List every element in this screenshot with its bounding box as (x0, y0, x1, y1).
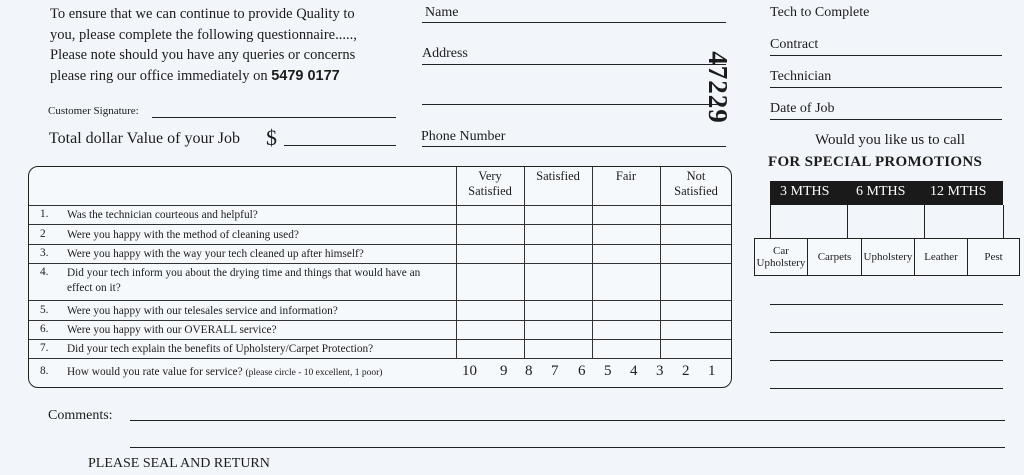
address-label: Address (422, 46, 468, 61)
months-checkbox[interactable] (848, 205, 925, 238)
address-line-2[interactable] (422, 104, 726, 105)
rating-option[interactable]: 10 (462, 363, 477, 379)
question-text: Were you happy with our OVERALL service? (67, 324, 277, 336)
rating-option[interactable]: 1 (708, 363, 716, 379)
header-not-satisfied (661, 169, 731, 199)
comments-label: Comments: (48, 408, 113, 423)
office-phone: 5479 0177 (271, 67, 340, 84)
serial-number-text: 47229 (702, 51, 733, 124)
rating-option[interactable]: 5 (604, 363, 612, 379)
question-number: 1. (40, 208, 49, 220)
contract-line[interactable] (770, 55, 1002, 56)
months-option: 3 MTHS (780, 184, 830, 199)
months-checkbox[interactable] (925, 205, 1003, 238)
intro-line (50, 66, 410, 87)
promotions-question: Would you like us to call (814, 132, 966, 148)
intro-line: To ensure that we can continue to provide Quality to (50, 6, 355, 22)
months-checkbox-row (770, 205, 1004, 239)
question-number: 2 (40, 228, 46, 240)
rating-option[interactable]: 7 (551, 363, 559, 379)
question-text (67, 365, 467, 381)
technician-label: Technician (770, 69, 832, 84)
row-divider (29, 263, 731, 264)
products-row (754, 238, 1020, 276)
row-divider (29, 358, 731, 359)
question-number: 4. (40, 266, 49, 278)
question-number: 7. (40, 342, 49, 354)
phone-number-line[interactable] (422, 146, 726, 147)
customer-signature-label: Customer Signature: (48, 105, 139, 117)
months-checkbox[interactable] (771, 205, 848, 238)
header-satisfied: Satisfied (536, 169, 580, 183)
contract-label: Contract (770, 37, 819, 52)
months-header (770, 181, 1003, 205)
header-text: Satisfied (674, 184, 718, 198)
question-text: Did your tech inform you about the drying time and things that would have an effect on it? (67, 267, 421, 294)
column-divider (524, 167, 525, 358)
promo-note-line[interactable] (770, 388, 1003, 389)
product-upholstery[interactable]: Upholstery (862, 239, 915, 275)
row-divider (29, 300, 731, 301)
row-divider (29, 339, 731, 340)
row-divider (29, 205, 731, 206)
question-text: Were you happy with the way your tech cleaned up after himself? (67, 248, 364, 260)
comments-line-2[interactable] (130, 447, 1005, 448)
question-text: Were you happy with our telesales service and information? (67, 305, 338, 317)
promo-note-line[interactable] (770, 304, 1003, 305)
date-of-job-label: Date of Job (770, 101, 835, 116)
date-of-job-line[interactable] (770, 119, 1002, 120)
rating-option[interactable]: 2 (682, 363, 690, 379)
header-fair: Fair (615, 169, 637, 183)
question-text: Did your tech explain the benefits of Upholstery/Carpet Protection? (67, 343, 374, 355)
name-line[interactable] (422, 22, 726, 23)
product-carpets[interactable]: Carpets (808, 239, 862, 275)
intro-paragraph (50, 4, 410, 86)
row-divider (29, 224, 731, 225)
rating-option[interactable]: 4 (630, 363, 638, 379)
rating-option[interactable]: 6 (578, 363, 586, 379)
product-leather[interactable]: Leather (915, 239, 968, 275)
address-line-1[interactable] (422, 64, 726, 65)
phone-number-label: Phone Number (421, 129, 506, 144)
product-car-upholstery[interactable] (755, 239, 808, 275)
product-pest[interactable]: Pest (984, 251, 1003, 263)
comments-line-1[interactable] (130, 420, 1005, 421)
question-number: 3. (40, 247, 49, 259)
product-label: Car (773, 245, 789, 257)
technician-line[interactable] (770, 87, 1002, 88)
promo-note-line[interactable] (770, 332, 1003, 333)
rating-option[interactable]: 8 (525, 363, 533, 379)
name-label: Name (425, 5, 459, 20)
question-text: Was the technician courteous and helpful? (67, 209, 258, 221)
question-text: Were you happy with the method of cleaning used? (67, 229, 299, 241)
total-value-line[interactable] (284, 145, 396, 146)
question-number: 5. (40, 304, 49, 316)
question-number: 6. (40, 323, 49, 335)
seal-and-return-note: PLEASE SEAL AND RETURN (88, 456, 270, 471)
dollar-sign: $ (266, 125, 277, 150)
total-value-label: Total dollar Value of your Job (49, 130, 240, 147)
customer-signature-line[interactable] (152, 117, 396, 118)
row-divider (29, 320, 731, 321)
header-text: Very (478, 169, 502, 183)
question-number: 8. (40, 365, 49, 377)
rating-option[interactable]: 9 (500, 363, 508, 379)
rating-note: (please circle - 10 excellent, 1 poor) (245, 368, 383, 378)
months-option: 6 MTHS (856, 184, 906, 199)
header-very-satisfied (457, 169, 523, 199)
questionnaire-table (28, 166, 732, 388)
row-divider (29, 244, 731, 245)
intro-line: you, please complete the following questionnaire....., (50, 26, 357, 43)
tech-to-complete-label: Tech to Complete (770, 5, 870, 20)
question-text-main: How would you rate value for service? (67, 366, 243, 378)
rating-option[interactable]: 3 (656, 363, 664, 379)
column-divider (592, 167, 593, 358)
column-divider (660, 167, 661, 358)
promo-note-line[interactable] (770, 360, 1003, 361)
serial-number (702, 30, 765, 150)
product-label: Upholstery (756, 257, 806, 269)
header-text: Satisfied (468, 184, 512, 198)
intro-line-text: please ring our office immediately on (50, 67, 272, 84)
months-option: 12 MTHS (930, 184, 987, 199)
header-text: Not (686, 169, 706, 183)
promotions-heading: FOR SPECIAL PROMOTIONS (768, 154, 983, 170)
intro-line: Please note should you have any queries or concerns (50, 47, 356, 63)
